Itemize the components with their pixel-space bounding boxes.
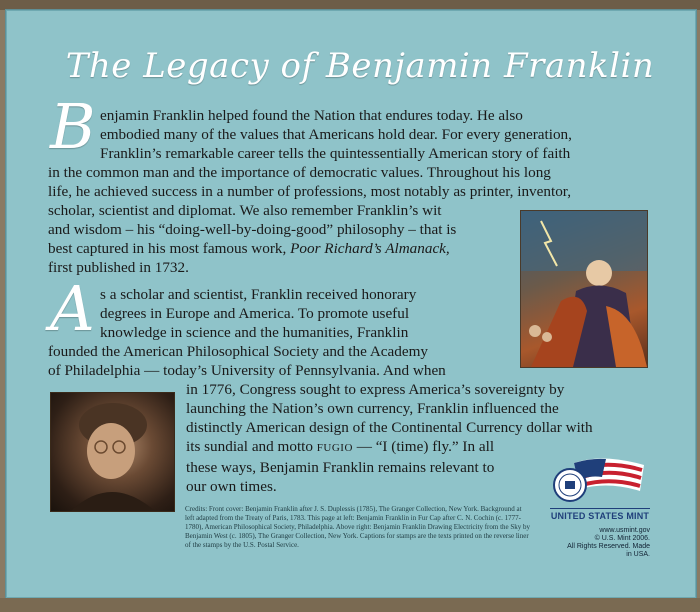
mint-url: www.usmint.gov bbox=[599, 527, 650, 534]
paragraph-1-line: life, he achieved success in a number of professions, most notably as printer, inventor, bbox=[48, 183, 572, 200]
image-credits: Credits: Front cover: Benjamin Franklin after J. S. Duplessis (1785), The Granger Collection, New York. Background at left adapted from the Treaty of Paris, 1783. This page at left: Benjamin Franklin in Fur Cap after C. N. Cochin (c. 1777-1780), American Philosophical Society, Philadelphia. Above right: Benjamin Franklin Drawing Electricity from the Sky by Benjamin West (c. 1805), The Granger Collection, New York. Captions for stamps are the texts printed on the reverse liner of the stamps by the U.S. Postal Service. bbox=[185, 505, 531, 549]
page-title: The Legacy of Benjamin Franklin bbox=[65, 46, 655, 86]
mint-rights: All Rights Reserved. Made in USA. bbox=[567, 543, 650, 558]
us-mint-logo bbox=[550, 455, 646, 505]
us-mint-name: UNITED STATES MINT bbox=[550, 508, 650, 521]
paragraph-1 bbox=[48, 106, 648, 163]
paragraph-2-line: of Philadelphia — today’s University of Pennsylvania. And when bbox=[48, 362, 446, 379]
paragraph-1-line: in the common man and the importance of democratic values. Throughout his long bbox=[48, 164, 551, 181]
franklin-kite-painting-art bbox=[521, 211, 647, 367]
paragraph-2-line: s a scholar and scientist, Franklin received honorary bbox=[100, 286, 417, 303]
motto-translation: — “I (time) fly.” In all bbox=[352, 438, 495, 455]
franklin-fur-cap-portrait-art bbox=[51, 393, 174, 511]
paragraph-1-line: embodied many of the values that Americans hold dear. For every generation, bbox=[100, 126, 572, 143]
package-top-edge bbox=[0, 0, 700, 10]
paragraph-2-line: founded the American Philosophical Society and the Academy bbox=[48, 343, 429, 360]
paragraph-2-line: our own times. bbox=[186, 478, 277, 495]
mint-copyright: © U.S. Mint 2006. bbox=[594, 535, 650, 542]
paragraph-2-line: distinctly American design of the Continental Currency dollar with bbox=[186, 419, 593, 436]
paragraph-2-continued bbox=[48, 342, 518, 380]
paragraph-2-line-text: its sundial and motto bbox=[186, 438, 317, 455]
paragraph-1-line: and wisdom – his “doing-well-by-doing-good” philosophy – that is bbox=[48, 221, 457, 238]
paragraph-2-line: these ways, Benjamin Franklin remains relevant to bbox=[186, 459, 495, 476]
paragraph-1-line: enjamin Franklin helped found the Nation that endures today. He also bbox=[100, 107, 523, 124]
paragraph-2-line: degrees in Europe and America. To promote useful bbox=[100, 305, 410, 322]
paragraph-2-line: launching the Nation’s own currency, Franklin influenced the bbox=[186, 400, 559, 417]
paragraph-1-line: Franklin’s remarkable career tells the quintessentially American story of faith bbox=[100, 145, 571, 162]
almanack-title: Poor Richard’s Almanack, bbox=[290, 240, 450, 257]
paragraph-2-line: in 1776, Congress sought to express America’s sovereignty by bbox=[186, 381, 565, 398]
fugio-motto: FUGIO bbox=[316, 442, 353, 454]
dropcap-b: B bbox=[50, 90, 96, 163]
mint-contact-block bbox=[560, 527, 650, 559]
paragraph-1-line-text: best captured in his most famous work, bbox=[48, 240, 291, 257]
franklin-kite-painting bbox=[520, 210, 648, 368]
paragraph-1-line: first published in 1732. bbox=[48, 259, 189, 276]
us-mint-flag-icon bbox=[550, 455, 646, 505]
package-bottom-edge bbox=[0, 598, 700, 612]
paragraph-2-line: knowledge in science and the humanities, Franklin bbox=[100, 324, 409, 341]
paragraph-2 bbox=[100, 285, 520, 342]
franklin-fur-cap-portrait bbox=[50, 392, 175, 512]
paragraph-1-line: scholar, scientist and diplomat. We also remember Franklin’s wit bbox=[48, 202, 442, 219]
dropcap-a: A bbox=[50, 272, 95, 345]
